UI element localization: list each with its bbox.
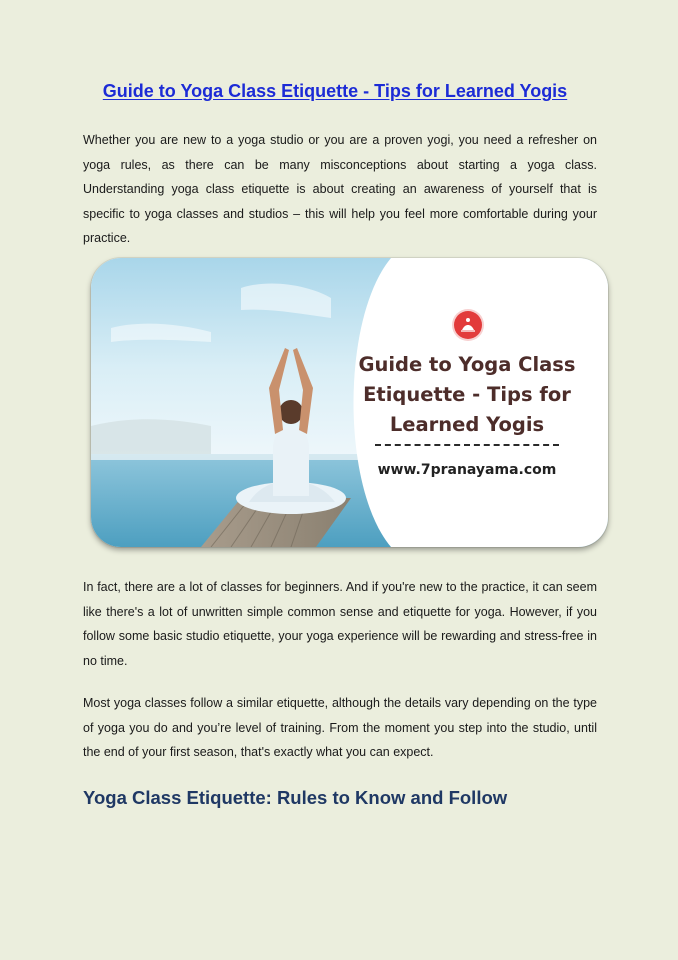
- meditation-icon: [454, 311, 482, 339]
- banner-heading: Guide to Yoga Class Etiquette - Tips for Learned Yogis: [358, 353, 576, 436]
- page-title-link[interactable]: Guide to Yoga Class Etiquette - Tips for Learned Yogis: [102, 81, 568, 101]
- intro-paragraph: Whether you are new to a yoga studio or you are a proven yogi, you need a refresher on yoga rules, as there can be many misconceptions about starting a yoga class. Understanding yoga class etiquette is about creating an awareness of yourself that is specific to yoga classes and studios – this will help you feel more comfortable during your practice.: [83, 133, 597, 245]
- banner-image: [91, 258, 608, 547]
- body-paragraph: Most yoga classes follow a similar etiquette, although the details vary depending on the type of yoga you do and you’re level of training. From the moment you step into the studio, until the end of your first season, that's exactly what you can expect.: [83, 696, 597, 759]
- banner-url: www.7pranayama.com: [377, 462, 557, 478]
- section-heading: Yoga Class Etiquette: Rules to Know and Follow: [83, 787, 508, 808]
- banner-divider: [375, 444, 559, 446]
- body-paragraph: In fact, there are a lot of classes for beginners. And if you're new to the practice, it can seem like there's a lot of unwritten simple common sense and etiquette for yoga. However, if you follow some basic studio etiquette, your yoga experience will be rewarding and stress-free in no time.: [83, 580, 597, 668]
